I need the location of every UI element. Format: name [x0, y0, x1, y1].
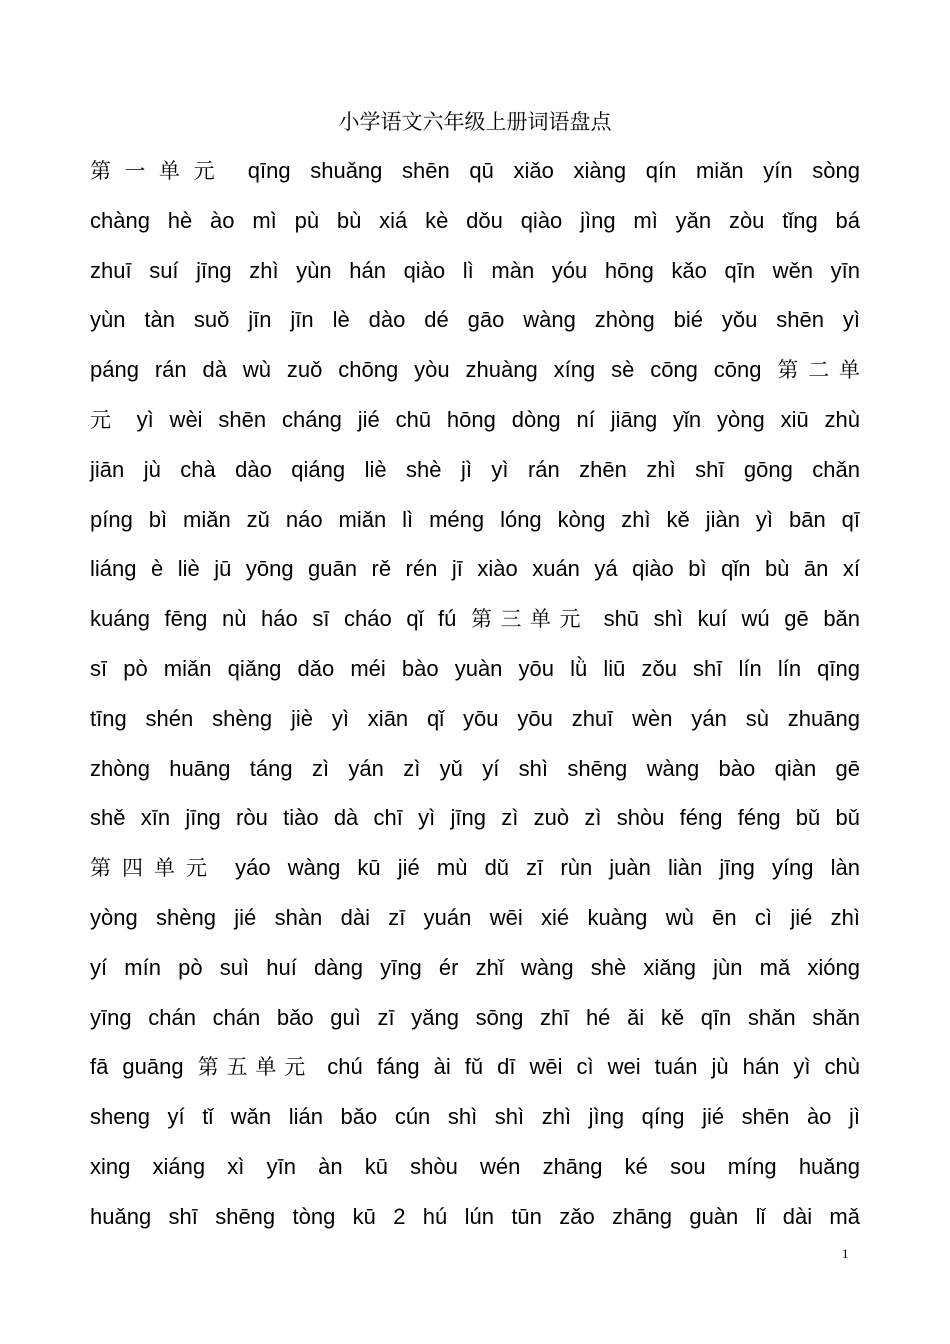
- text-line: [90, 151, 860, 191]
- text-line: [90, 450, 860, 490]
- text-line: [90, 400, 860, 440]
- pinyin-text: jiān jù chà dào qiáng liè shè jì yì rán zhēn zhì shī gōng chǎn: [90, 456, 860, 482]
- pinyin-text: yòng shèng jié shàn dài zī yuán wēi xié kuàng wù ēn cì jié zhì: [90, 905, 860, 930]
- text-line: [90, 898, 860, 938]
- unit-heading: 第四单元: [90, 856, 219, 881]
- text-line: [90, 1047, 860, 1087]
- pinyin-text: páng rán dà wù zuǒ chōng yòu zhuàng xíng sè cōng cōng: [90, 357, 778, 383]
- text-line: [90, 749, 860, 789]
- text-line: [90, 699, 860, 739]
- text-line: [90, 848, 860, 888]
- unit-heading: 第一单元: [90, 159, 229, 183]
- text-line: [90, 549, 860, 589]
- text-line: [90, 1197, 860, 1237]
- pinyin-text: zhuī suí jīng zhì yùn hán qiào lì màn yóu hōng kǎo qīn wěn yīn: [90, 257, 860, 283]
- unit-heading: 第二单: [777, 358, 860, 383]
- pinyin-text: chàng hè ào mì pù bù xiá kè dǒu qiào jìng mì yǎn zòu tǐng bá: [90, 207, 860, 233]
- pinyin-text: yí mín pò suì huí dàng yīng ér zhǐ wàng shè xiǎng jùn mǎ xióng: [90, 954, 860, 980]
- pinyin-text: yì wèi shēn cháng jié chū hōng dòng ní jiāng yǐn yòng xiū zhù: [120, 407, 861, 432]
- text-line: [90, 500, 860, 540]
- pinyin-text: huǎng shī shēng tòng kū 2 hú lún tūn zǎo zhāng guàn lǐ dài mǎ: [90, 1203, 860, 1229]
- pinyin-text: sheng yí tǐ wǎn lián bǎo cún shì shì zhì jìng qíng jié shēn ào jì: [90, 1104, 860, 1130]
- pinyin-text: kuáng fēng nù háo sī cháo qǐ fú: [90, 606, 472, 632]
- text-line: [90, 948, 860, 988]
- pinyin-text: píng bì miǎn zǔ náo miǎn lì méng lóng kòng zhì kě jiàn yì bān qī: [90, 506, 860, 532]
- unit-heading: 元: [90, 408, 121, 432]
- pinyin-text: fā guāng: [90, 1054, 198, 1080]
- text-line: [90, 1147, 860, 1187]
- pinyin-text: yùn tàn suǒ jīn jīn lè dào dé gāo wàng zhòng bié yǒu shēn yì: [90, 307, 860, 333]
- pinyin-text: qīng shuǎng shēn qū xiǎo xiàng qín miǎn yín sòng: [228, 158, 860, 183]
- text-line: [90, 300, 860, 340]
- text-line: [90, 998, 860, 1038]
- pinyin-text: chú fáng ài fǔ dī wēi cì wei tuán jù hán yì chù: [313, 1054, 861, 1080]
- unit-heading: 第三单元: [471, 607, 589, 632]
- text-line: [90, 1097, 860, 1137]
- text-line: [90, 599, 860, 639]
- pinyin-text: zhòng huāng táng zì yán zì yǔ yí shì shēng wàng bào qiàn gē: [90, 755, 860, 781]
- pinyin-text: shū shì kuí wú gē bǎn: [588, 606, 861, 632]
- text-line: [90, 649, 860, 689]
- text-line: [90, 201, 860, 241]
- pinyin-text: yáo wàng kū jié mù dǔ zī rùn juàn liàn jīng yíng làn: [218, 855, 861, 881]
- text-line: [90, 251, 860, 291]
- pinyin-text: sī pò miǎn qiǎng dǎo méi bào yuàn yōu lǜ liū zǒu shī lín lín qīng: [90, 656, 860, 681]
- pinyin-text: yīng chán chán bǎo guì zī yǎng sōng zhī hé ǎi kě qīn shǎn shǎn: [90, 1004, 860, 1030]
- pinyin-text: liáng è liè jū yōng guān rě rén jī xiào xuán yá qiào bì qǐn bù ān xí: [90, 556, 860, 582]
- page-number: 1: [842, 1246, 849, 1261]
- pinyin-text: xing xiáng xì yīn àn kū shòu wén zhāng ké sou míng huǎng: [90, 1154, 860, 1179]
- unit-heading: 第五单元: [197, 1055, 314, 1080]
- pinyin-text: tīng shén shèng jiè yì xiān qǐ yōu yōu zhuī wèn yán sù zhuāng: [90, 705, 860, 731]
- pinyin-text: shě xīn jīng ròu tiào dà chī yì jīng zì zuò zì shòu féng féng bǔ bǔ: [90, 805, 860, 831]
- text-line: [90, 350, 860, 390]
- page-title: 小学语文六年级上册词语盘点: [338, 110, 612, 134]
- text-line: [90, 798, 860, 838]
